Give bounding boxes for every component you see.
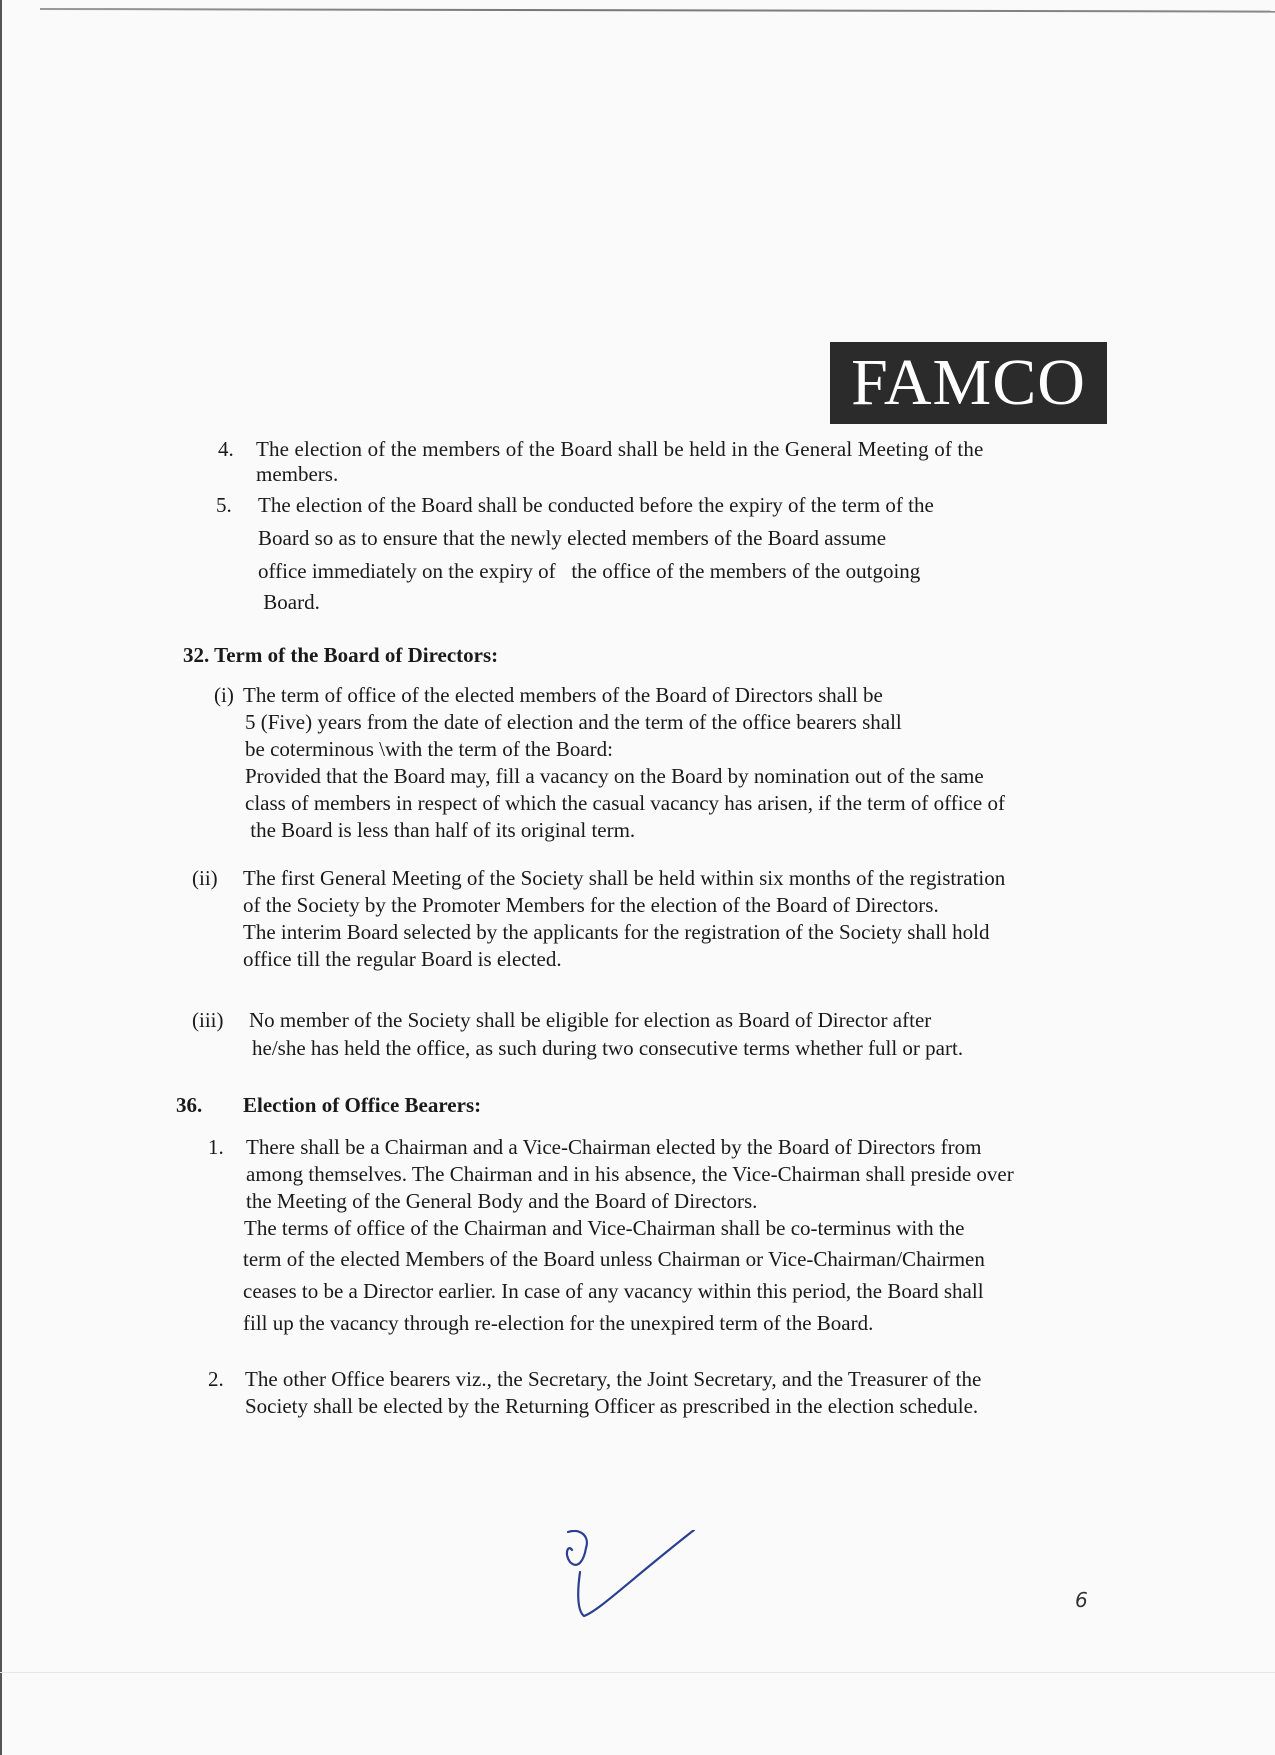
item-line: The other Office bearers viz., the Secretary, the Joint Secretary, and the Treasurer of the: [245, 1367, 982, 1391]
section-36-heading: Election of Office Bearers:: [243, 1093, 482, 1117]
handwritten-signature: [560, 1530, 710, 1630]
item-line: No member of the Society shall be eligible for election as Board of Director after: [249, 1008, 932, 1032]
item-number: (iii): [192, 1008, 224, 1032]
item-number: (i): [214, 683, 234, 707]
item-line: office till the regular Board is elected.: [243, 947, 562, 971]
scan-line-bottom: [0, 1672, 1275, 1673]
item-line: he/she has held the office, as such during two consecutive terms whether full or part.: [252, 1036, 964, 1060]
item-line: The election of the members of the Board shall be held in the General Meeting of the: [256, 437, 984, 461]
item-line: be coterminous \with the term of the Board:: [245, 737, 613, 761]
item-line: There shall be a Chairman and a Vice-Chairman elected by the Board of Directors from: [246, 1135, 982, 1159]
item-line: Board so as to ensure that the newly elected members of the Board assume: [258, 526, 887, 550]
scan-line-top: [40, 8, 1275, 13]
page-number: 6: [1075, 1588, 1088, 1612]
item-number: 5.: [216, 493, 232, 517]
famco-logo: FAMCO: [830, 342, 1107, 424]
item-line: The term of office of the elected members of the Board of Directors shall be: [243, 683, 883, 707]
item-number: (ii): [192, 866, 218, 890]
item-line: The interim Board selected by the applicants for the registration of the Society shall hold: [243, 920, 990, 944]
item-line: The election of the Board shall be conducted before the expiry of the term of the: [258, 493, 934, 517]
scan-edge: [0, 0, 2, 1755]
section-36-number: 36.: [176, 1093, 203, 1117]
item-line: the Meeting of the General Body and the Board of Directors.: [246, 1189, 758, 1213]
item-number: 2.: [208, 1367, 224, 1391]
item-line: class of members in respect of which the casual vacancy has arisen, if the term of office of: [245, 791, 1005, 815]
item-line: members.: [256, 462, 339, 486]
item-line: among themselves. The Chairman and in his absence, the Vice-Chairman shall preside over: [246, 1162, 1014, 1186]
item-line: of the Society by the Promoter Members for the election of the Board of Directors.: [243, 893, 939, 917]
section-32-heading: 32. Term of the Board of Directors:: [183, 643, 499, 667]
item-line: Society shall be elected by the Returning Officer as prescribed in the election schedule.: [245, 1394, 979, 1418]
item-line: the Board is less than half of its original term.: [245, 818, 636, 842]
item-line: fill up the vacancy through re-election for the unexpired term of the Board.: [243, 1311, 874, 1335]
item-line: The terms of office of the Chairman and Vice-Chairman shall be co-terminus with the: [244, 1216, 965, 1240]
item-line: term of the elected Members of the Board unless Chairman or Vice-Chairman/Chairmen: [243, 1247, 985, 1271]
item-line: office immediately on the expiry of the office of the members of the outgoing: [258, 559, 921, 583]
item-line: The first General Meeting of the Society shall be held within six months of the registration: [243, 866, 1006, 890]
item-line: 5 (Five) years from the date of election and the term of the office bearers shall: [245, 710, 902, 734]
item-number: 1.: [208, 1135, 224, 1159]
item-line: ceases to be a Director earlier. In case of any vacancy within this period, the Board shall: [243, 1279, 984, 1303]
item-line: Provided that the Board may, fill a vacancy on the Board by nomination out of the same: [245, 764, 984, 788]
item-line: Board.: [258, 590, 320, 614]
item-number: 4.: [218, 437, 234, 461]
